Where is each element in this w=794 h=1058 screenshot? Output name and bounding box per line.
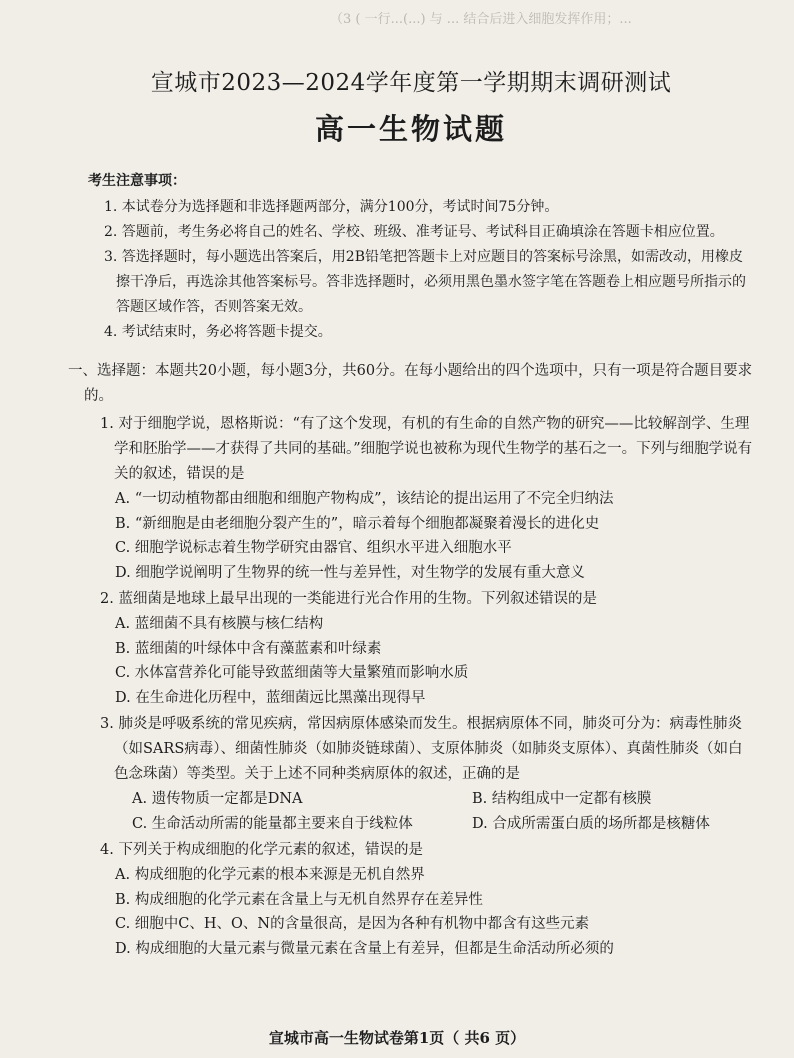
option-d: D. 在生命进化历程中，蓝细菌远比黑藻出现得早 bbox=[115, 689, 426, 706]
notice-block bbox=[68, 170, 754, 345]
exam-title: 宣城市2023—2024学年度第一学期期末调研测试 bbox=[150, 70, 672, 96]
option-b: B. 构成细胞的化学元素在含量上与无机自然界存在差异性 bbox=[115, 891, 483, 908]
option-d: D. 细胞学说阐明了生物界的统一性与差异性，对生物学的发展有重大意义 bbox=[115, 564, 585, 581]
option-b: B. 蓝细菌的叶绿体中含有藻蓝素和叶绿素 bbox=[115, 640, 382, 657]
option-a: A. 构成细胞的化学元素的根本来源是无机自然界 bbox=[115, 867, 425, 883]
option-row bbox=[68, 812, 754, 837]
exam-subtitle: 高一生物试题 bbox=[314, 112, 507, 146]
question-stem: 1. 对于细胞学说，恩格斯说：“有了这个发现，有机的有生命的自然产物的研究——比较解剖学、生理学和胚胎学——才获得了共同的基础。”细胞学说也被称为现代生物学的基石之一。下列与细胞学说有关的叙述，错误的是 bbox=[100, 416, 753, 482]
notice-heading: 考生注意事项： bbox=[88, 173, 186, 189]
option-c: C. 水体富营养化可能导致蓝细菌等大量繁殖而影响水质 bbox=[115, 665, 469, 681]
option-row bbox=[68, 787, 754, 812]
question-stem: 4. 下列关于构成细胞的化学元素的叙述，错误的是 bbox=[100, 842, 423, 858]
question-stem: 3. 肺炎是呼吸系统的常见疾病，常因病原体感染而发生。根据病原体不同，肺炎可分为：病毒性肺炎（如SARS病毒）、细菌性肺炎（如肺炎链球菌）、支原体肺炎（如肺炎支原体）、真菌性肺炎（如白色念珠菌）等类型。关于上述不同种类病原体的叙述，正确的是 bbox=[100, 716, 743, 782]
bleed-through-text: （3 ( 一行...(...) 与 ... 结合后进入细胞发挥作用；... bbox=[330, 12, 632, 27]
notice-list bbox=[68, 195, 754, 345]
option-a: A. 蓝细菌不具有核膜与核仁结构 bbox=[115, 616, 324, 632]
option-a: A. “一切动植物都由细胞和细胞产物构成”，该结论的提出运用了不完全归纳法 bbox=[115, 491, 614, 507]
question-2 bbox=[68, 587, 754, 710]
option-b: B. “新细胞是由老细胞分裂产生的”，暗示着每个细胞都凝聚着漫长的进化史 bbox=[115, 515, 600, 532]
notice-item: 4. 考试结束时，务必将答题卡提交。 bbox=[104, 324, 332, 340]
option-c: C. 细胞学说标志着生物学研究由器官、组织水平进入细胞水平 bbox=[115, 540, 512, 556]
option-a: A. 遗传物质一定都是DNA bbox=[132, 791, 303, 807]
notice-item: 3. 答选择题时，每小题选出答案后，用2B铅笔把答题卡上对应题目的答案标号涂黑，如需改动，用橡皮擦干净后，再选涂其他答案标号。答非选择题时，必须用黑色墨水签字笔在答题卷上相应题号所指示的答题区域作答，否则答案无效。 bbox=[104, 249, 746, 315]
option-c: C. 生命活动所需的能量都主要来自于线粒体 bbox=[132, 815, 413, 832]
option-b: B. 结构组成中一定都有核膜 bbox=[472, 791, 652, 807]
question-stem: 2. 蓝细菌是地球上最早出现的一类能进行光合作用的生物。下列叙述错误的是 bbox=[100, 591, 597, 607]
question-1 bbox=[68, 412, 754, 585]
notice-item: 1. 本试卷分为选择题和非选择题两部分，满分100分，考试时间75分钟。 bbox=[104, 199, 559, 215]
page-footer: 宣城市高一生物试卷第1页（ 共6 页） bbox=[268, 1029, 526, 1047]
question-4 bbox=[68, 838, 754, 961]
option-d: D. 构成细胞的大量元素与微量元素在含量上有差异，但都是生命活动所必须的 bbox=[115, 940, 614, 957]
notice-item: 2. 答题前，考生务必将自己的姓名、学校、班级、准考证号、考试科目正确填涂在答题卡相应位置。 bbox=[104, 224, 724, 240]
option-d: D. 合成所需蛋白质的场所都是核糖体 bbox=[472, 815, 710, 832]
question-3 bbox=[68, 712, 754, 836]
option-c: C. 细胞中C、H、O、N的含量很高，是因为各种有机物中都含有这些元素 bbox=[115, 916, 590, 932]
section-title: 一、选择题：本题共20小题，每小题3分，共60分。在每小题给出的四个选项中，只有一项是符合题目要求的。 bbox=[68, 363, 753, 404]
